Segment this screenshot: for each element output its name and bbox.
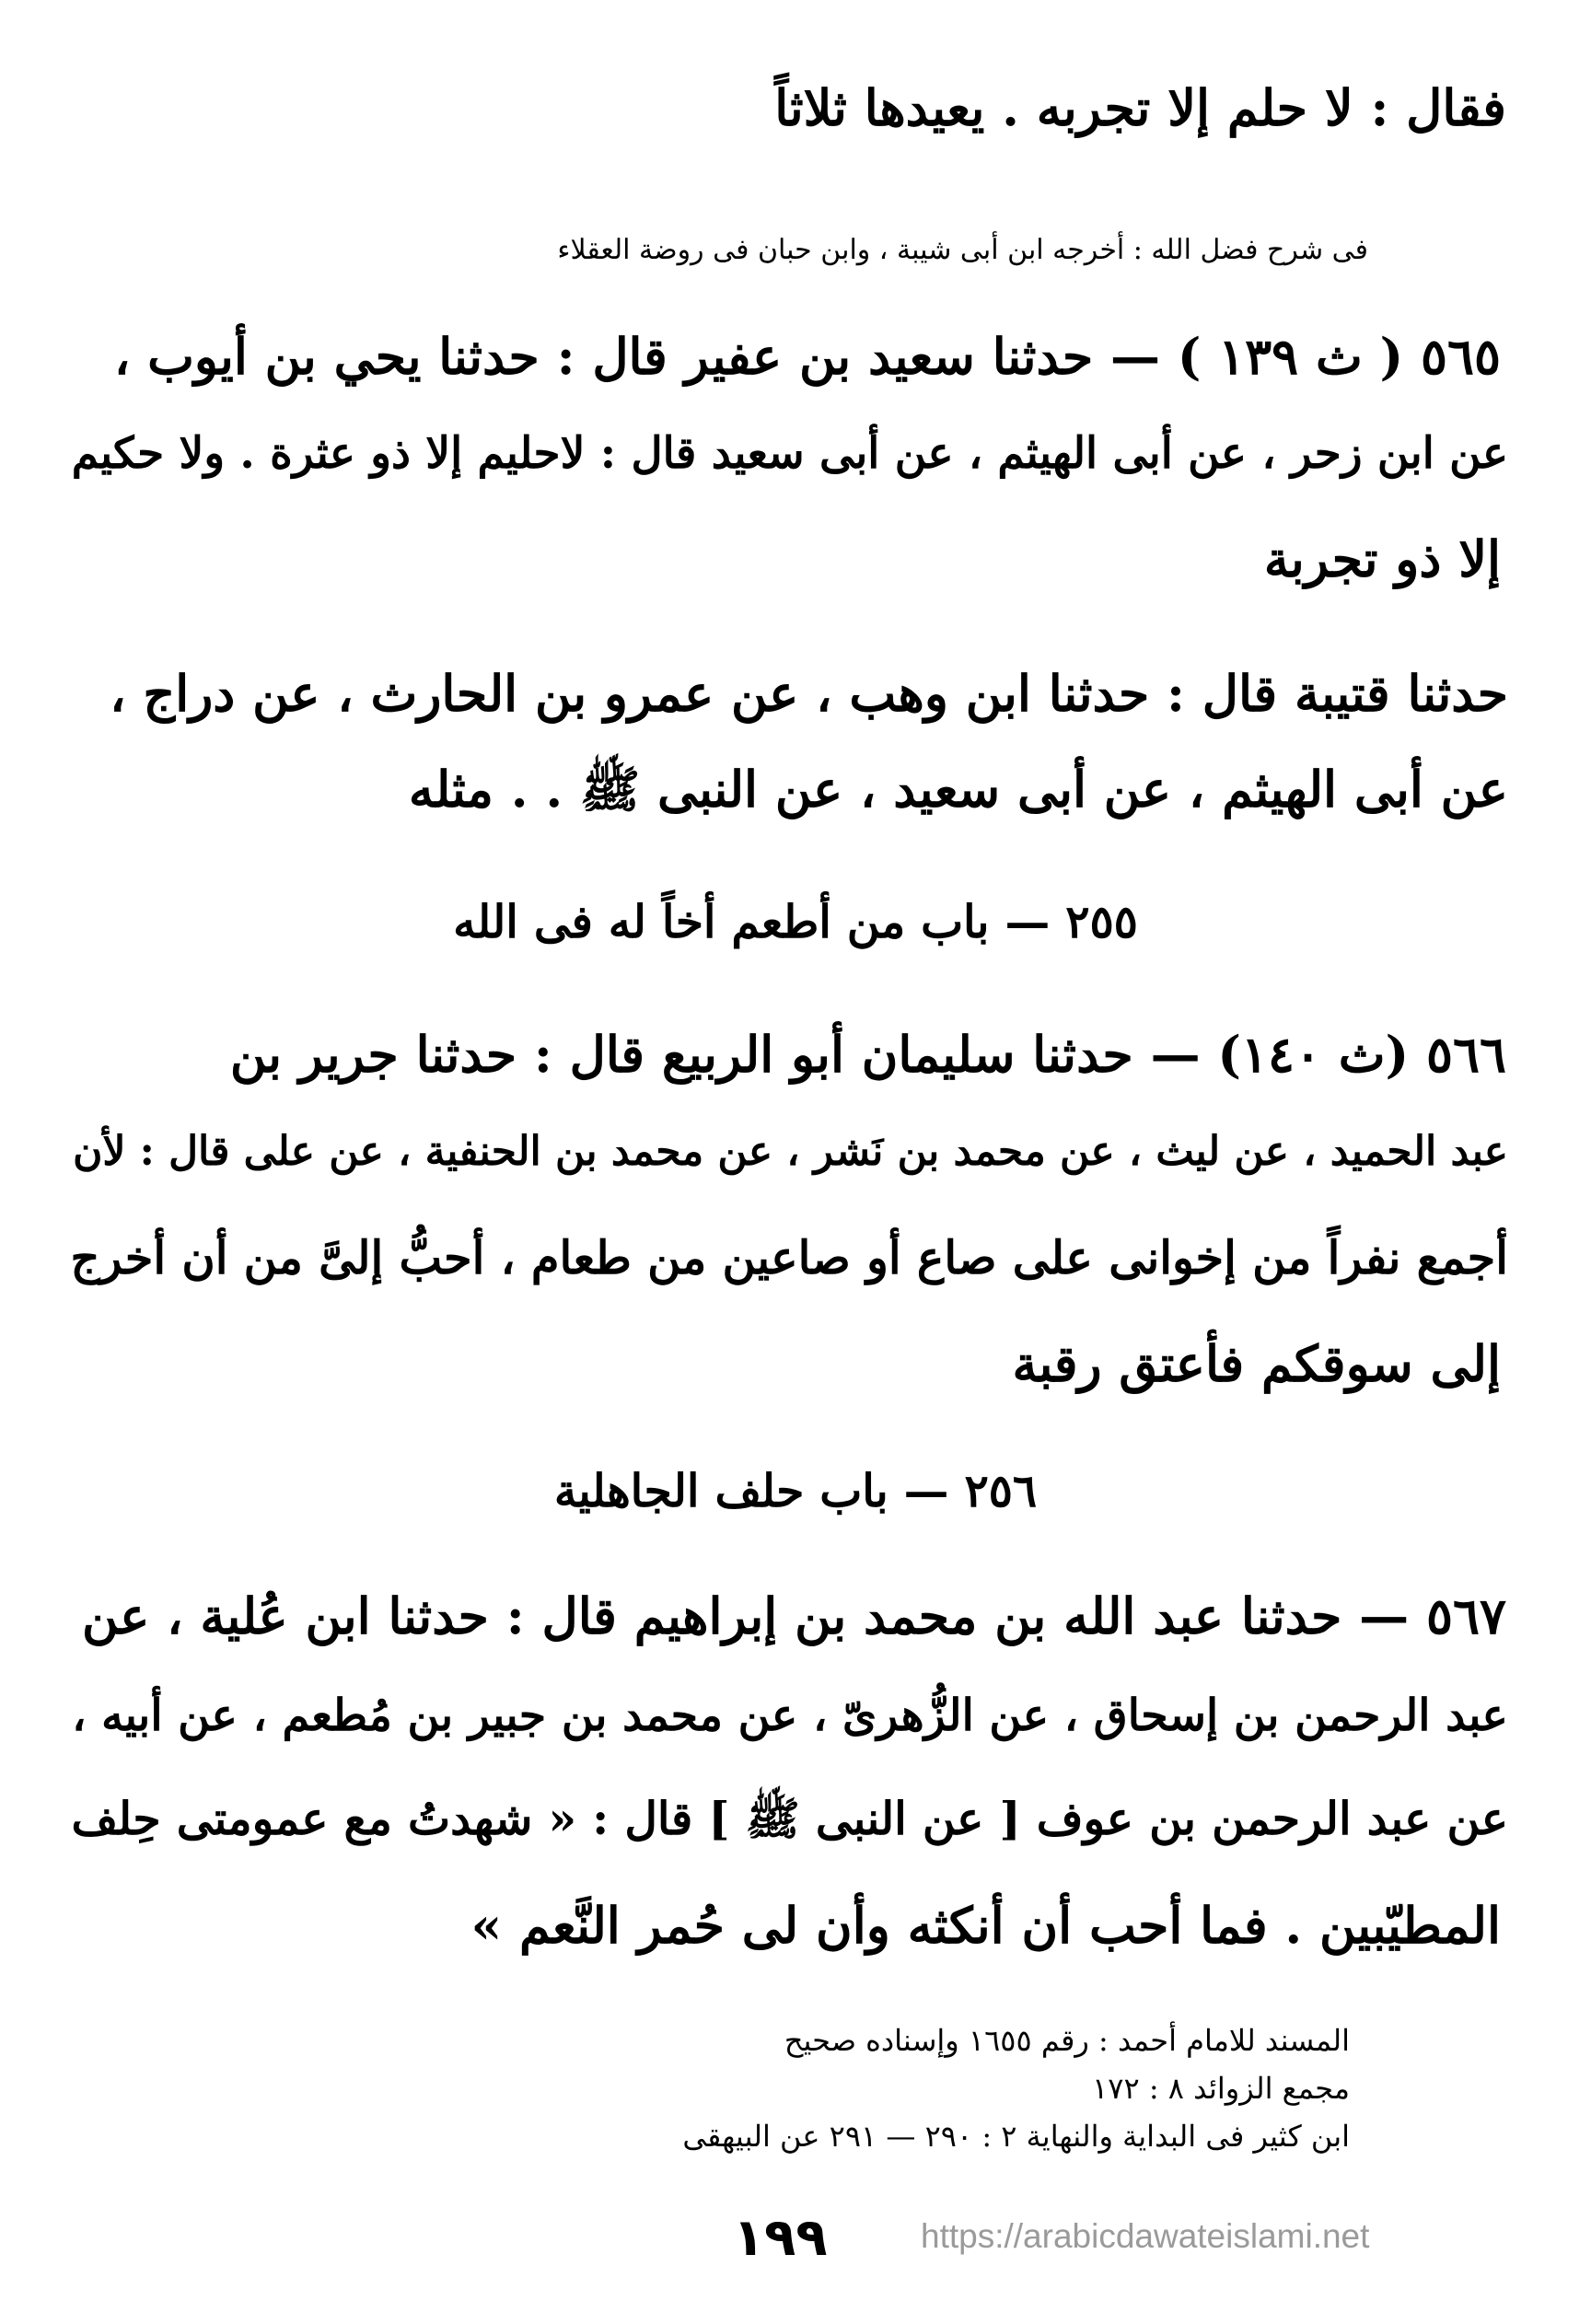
- hadith-565-line-3: إلا ذو تجربة: [1263, 529, 1501, 588]
- watermark-link[interactable]: https://arabicdawateislami.net: [921, 2217, 1370, 2255]
- page-number: ١٩٩: [733, 2208, 828, 2268]
- hadith-565b-line-2: عن أبى الهيثم ، عن أبى سعيد ، عن النبى ﷺ . . مثله: [408, 760, 1508, 819]
- footnote-1: المسند للامام أحمد : رقم ١٦٥٥ وإسناده صحيح: [784, 2023, 1350, 2058]
- hadith-566-line-4: إلى سوقكم فأعتق رقبة: [1012, 1334, 1501, 1393]
- chapter-heading-255: ٢٥٥ — باب من أطعم أخاً له فى الله: [453, 895, 1138, 948]
- footnote-line-top: فى شرح فضل الله : أخرجه ابن أبى شيبة ، وابن حبان فى روضة العقلاء: [557, 234, 1368, 266]
- text-line-1: فقال : لا حلم إلا تجربه . يعيدها ثلاثاً: [774, 78, 1506, 137]
- hadith-567-line-3: عن عبد الرحمن بن عوف [ عن النبى ﷺ ] قال : « شهدتُ مع عمومتى حِلف: [71, 1792, 1508, 1845]
- hadith-566-line-3: أجمع نفراً من إخوانى على صاع أو صاعين من طعام ، أحبُّ إلىَّ من أن أخرج: [70, 1231, 1508, 1284]
- hadith-565-line-2: عن ابن زحر ، عن أبى الهيثم ، عن أبى سعيد قال : لاحليم إلا ذو عثرة . ولا حكيم: [71, 428, 1508, 479]
- hadith-567-line-4: المطيّبين . فما أحب أن أنكثه وأن لى حُمر النَّعم »: [470, 1896, 1501, 1955]
- hadith-567-line-1: ٥٦٧ — حدثنا عبد الله بن محمد بن إبراهيم قال : حدثنا ابن عُلية ، عن: [82, 1586, 1506, 1645]
- hadith-566-line-2: عبد الحميد ، عن ليث ، عن محمد بن نَشر ، عن محمد بن الحنفية ، عن على قال : لأن: [73, 1128, 1508, 1175]
- hadith-567-line-2: عبد الرحمن بن إسحاق ، عن الزُّهرىّ ، عن محمد بن جبير بن مُطعم ، عن أبيه ،: [72, 1690, 1508, 1741]
- chapter-heading-256: ٢٥٦ — باب حلف الجاهلية: [553, 1464, 1038, 1517]
- hadith-565-line-1: ٥٦٥ ( ث ١٣٩ ) — حدثنا سعيد بن عفير قال : حدثنا يحي بن أيوب ،: [113, 327, 1501, 386]
- hadith-566-line-1: ٥٦٦ (ث ١٤٠) — حدثنا سليمان أبو الربيع قال : حدثنا جرير بن: [229, 1025, 1506, 1084]
- footnote-2: مجمع الزوائد ٨ : ١٧٢: [1092, 2071, 1350, 2106]
- hadith-565b-line-1: حدثنا قتيبة قال : حدثنا ابن وهب ، عن عمرو بن الحارث ، عن دراج ،: [110, 664, 1508, 723]
- footnote-3: ابن كثير فى البداية والنهاية ٢ : ٢٩٠ — ٢٩١ عن البيهقى: [682, 2119, 1350, 2154]
